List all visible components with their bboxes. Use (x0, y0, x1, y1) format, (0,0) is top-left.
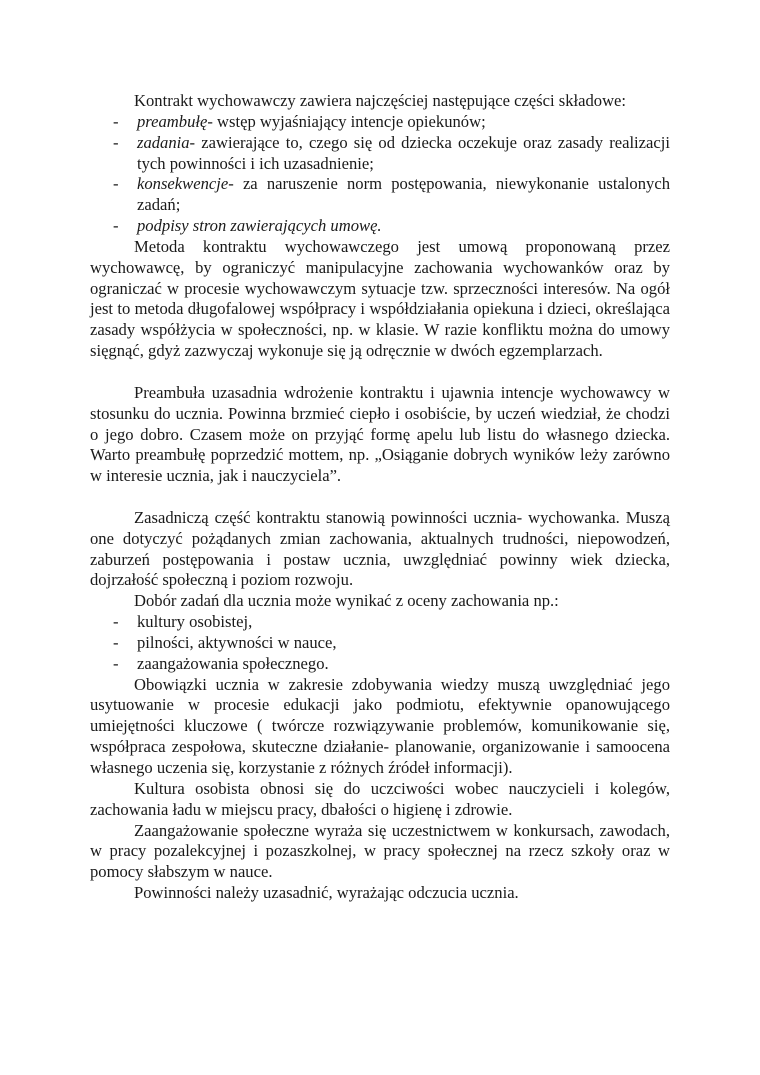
tasks-intro-paragraph: Dobór zadań dla ucznia może wynikać z oceny zachowania np.: (134, 591, 559, 611)
list-item-text: zawierające to, czego się od dziecka oczekuje oraz zasady realizacji tych powinności i ich uzasadnienie; (137, 132, 670, 173)
list-item (90, 216, 670, 237)
list-dash: - (113, 612, 119, 632)
duties-paragraph: Zasadniczą część kontraktu stanowią powinności ucznia- wychowanka. Muszą one dotyczyć pożądanych zmian zachowania, aktualnych trudności, niepowodzeń, zaburzeń postępowania i postaw ucznia, uwzględniać powinny wiek dziecka, dojrzałość społeczną i poziom rozwoju. (90, 507, 670, 590)
method-paragraph: Metoda kontraktu wychowawczego jest umową proponowaną przez wychowawcę, by ograniczyć manipulacyjne zachowania wychowanków oraz by ograniczać w procesie wychowawczym sytuacje tzw. sprzeczności interesów. Na ogół jest to metoda długofalowej współpracy i współdziałania opiekuna i dzieci, określająca zasady współżycia w społeczności, np. w klasie. W razie konfliktu można do umowy sięgnąć, gdyż zazwyczaj wykonuje się ją odręcznie w dwóch egzemplarzach. (90, 236, 670, 361)
culture-paragraph: Kultura osobista obnosi się do uczciwości wobec nauczycieli i kolegów, zachowania ładu w miejscu pracy, dbałości o higienę i zdrowie. (90, 778, 670, 819)
list-dash: - (113, 653, 119, 673)
knowledge-paragraph: Obowiązki ucznia w zakresie zdobywania wiedzy muszą uwzględniać jego usytuowanie w procesie edukacji jako podmiotu, efektywnie opanowującego umiejętności kluczowe ( twórcze rozwiązywanie problemów, komunikowanie się, współpraca zespołowa, skuteczne działanie- planowanie, organizowanie i samoocena własnego uczenia się, korzystanie z różnych źródeł informacji). (90, 674, 670, 777)
list-item (90, 133, 670, 175)
social-paragraph: Zaangażowanie społeczne wyraża się uczestnictwem w konkursach, zawodach, w pracy pozalekcyjnej i pozaszkolnej, w pracy społecznej na rzecz szkoły oraz w pomocy słabszym w nauce. (90, 820, 670, 882)
list-item-text: kultury osobistej, (137, 612, 253, 632)
justify-paragraph: Powinności należy uzasadnić, wyrażając odczucia ucznia. (134, 883, 519, 903)
list-item-term: podpisy stron zawierających umowę. (137, 216, 382, 236)
list-item-text: wstęp wyjaśniający intencje opiekunów; (212, 111, 486, 131)
list-item-text: zaangażowania społecznego. (137, 653, 329, 673)
list-item (90, 654, 670, 675)
list-dash: - (113, 132, 119, 152)
list-item-term: konsekwencje- (137, 174, 234, 194)
list-dash: - (113, 216, 119, 236)
list-dash: - (113, 632, 119, 652)
list-item-text: pilności, aktywności w nauce, (137, 632, 337, 652)
list-item (90, 174, 670, 216)
list-item-term: preambułę- (137, 111, 213, 131)
list-item-text: za naruszenie norm postępowania, niewykonanie ustalonych zadań; (137, 174, 670, 215)
list-item-term: zadania- (137, 132, 196, 152)
list-dash: - (113, 174, 119, 194)
task-areas-list (90, 612, 670, 675)
list-item (90, 612, 670, 633)
list-item (90, 112, 670, 133)
list-item (90, 633, 670, 654)
blank-line (90, 487, 670, 508)
blank-line (90, 362, 670, 383)
preamble-paragraph: Preambuła uzasadnia wdrożenie kontraktu i ujawnia intencje wychowawcy w stosunku do ucznia. Powinna brzmieć ciepło i osobiście, by uczeń wiedział, że chodzi o jego dobro. Czasem może on przyjąć formę apelu lub listu do własnego dziecka. Warto preambułę poprzedzić mottem, np. „Osiąganie dobrych wyników leży zarówno w interesie ucznia, jak i nauczyciela”. (90, 382, 670, 486)
components-list (90, 112, 670, 237)
list-dash: - (113, 111, 119, 131)
intro-paragraph: Kontrakt wychowawczy zawiera najczęściej następujące części składowe: (134, 91, 627, 110)
